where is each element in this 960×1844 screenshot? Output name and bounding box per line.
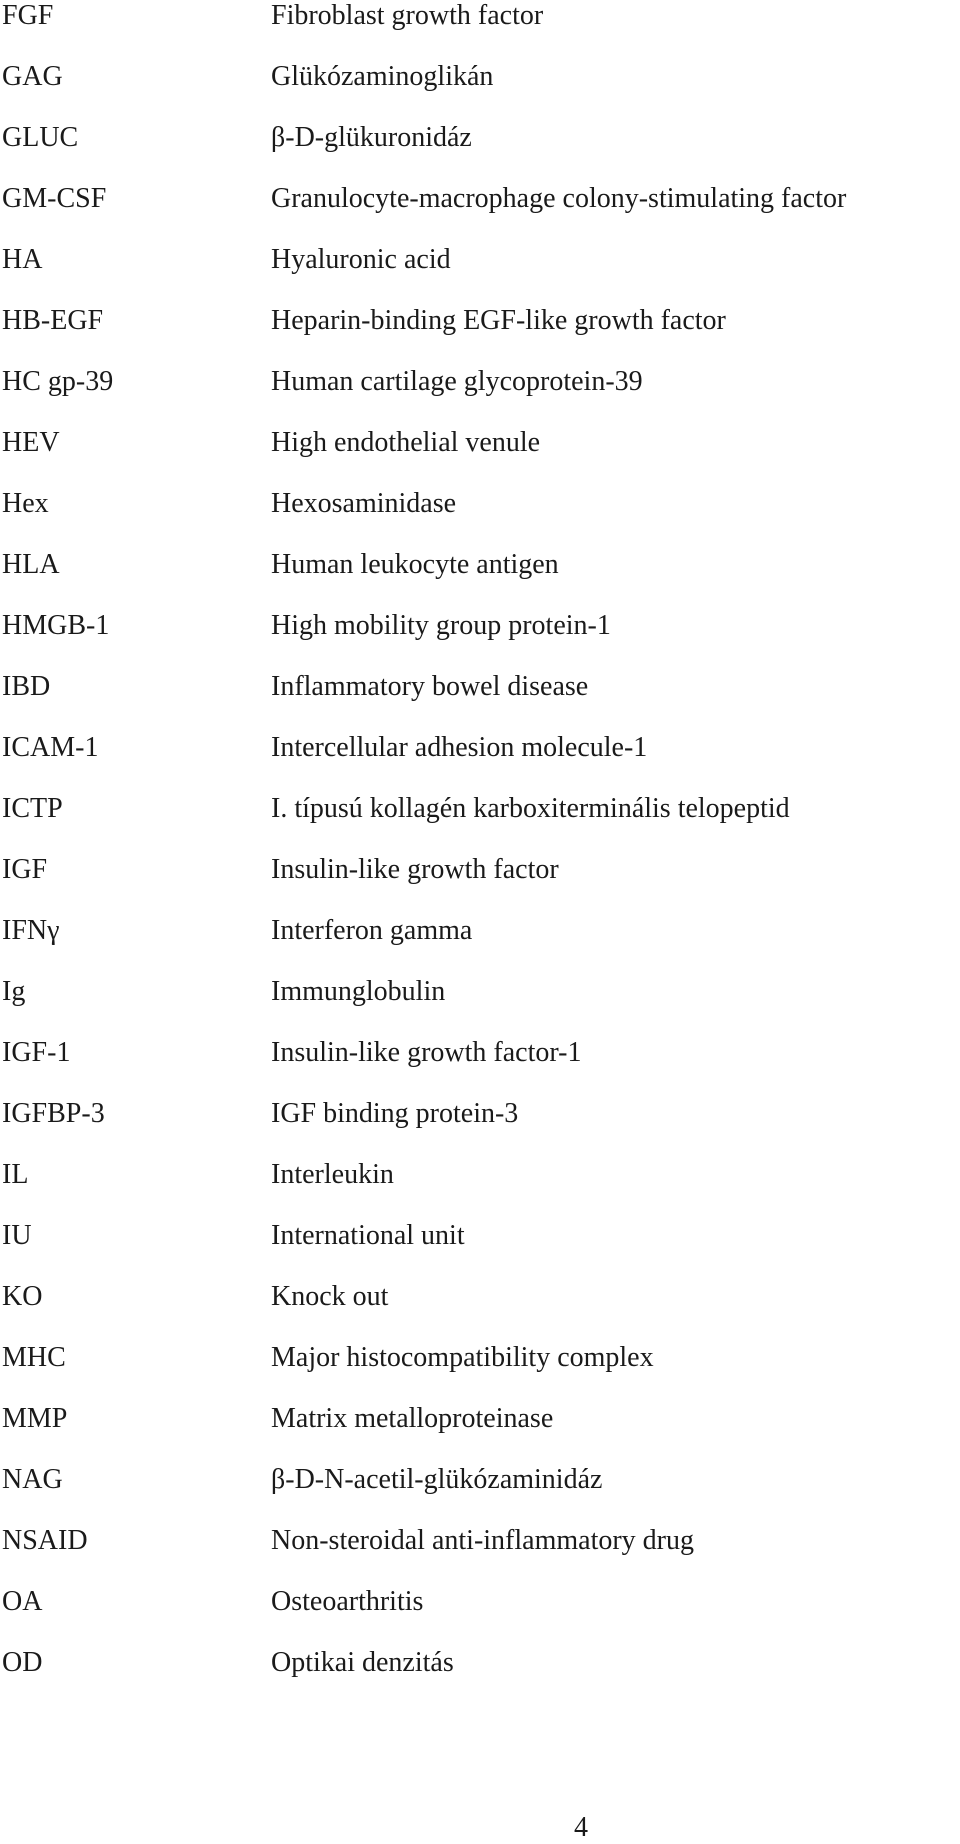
abbreviation-row bbox=[0, 732, 960, 793]
abbreviation-row bbox=[0, 1098, 960, 1159]
abbreviation-row bbox=[0, 427, 960, 488]
abbreviation-row bbox=[0, 1464, 960, 1525]
abbreviation-row bbox=[0, 1586, 960, 1647]
abbreviation-row bbox=[0, 1037, 960, 1098]
abbreviation-term: HLA bbox=[2, 549, 60, 580]
abbreviation-definition: Inflammatory bowel disease bbox=[271, 671, 589, 702]
abbreviation-row bbox=[0, 1220, 960, 1281]
abbreviation-term: HEV bbox=[2, 427, 60, 458]
page-number: 4 bbox=[574, 1812, 588, 1843]
abbreviation-definition: Osteoarthritis bbox=[271, 1586, 424, 1617]
abbreviation-definition: Major histocompatibility complex bbox=[271, 1342, 654, 1373]
abbreviation-term: OD bbox=[2, 1647, 43, 1678]
abbreviation-row bbox=[0, 305, 960, 366]
abbreviation-definition: Intercellular adhesion molecule-1 bbox=[271, 732, 648, 763]
abbreviation-term: HC gp-39 bbox=[2, 366, 114, 397]
abbreviation-definition: Interleukin bbox=[271, 1159, 394, 1190]
abbreviation-definition: Human leukocyte antigen bbox=[271, 549, 559, 580]
abbreviation-term: KO bbox=[2, 1281, 43, 1312]
abbreviation-row bbox=[0, 1525, 960, 1586]
abbreviation-term: GAG bbox=[2, 61, 63, 92]
abbreviation-definition: Hyaluronic acid bbox=[271, 244, 451, 275]
abbreviation-definition: Immunglobulin bbox=[271, 976, 446, 1007]
abbreviation-definition: Knock out bbox=[271, 1281, 389, 1312]
abbreviation-row bbox=[0, 976, 960, 1037]
abbreviation-term: IGF bbox=[2, 854, 48, 885]
abbreviation-definition: I. típusú kollagén karboxiterminális telopeptid bbox=[271, 793, 790, 824]
abbreviation-row bbox=[0, 366, 960, 427]
abbreviation-term: MHC bbox=[2, 1342, 66, 1373]
abbreviation-term: GM-CSF bbox=[2, 183, 107, 214]
abbreviation-row bbox=[0, 1403, 960, 1464]
abbreviation-term: IFNγ bbox=[2, 915, 60, 946]
abbreviation-row bbox=[0, 854, 960, 915]
abbreviation-term: NAG bbox=[2, 1464, 63, 1495]
abbreviation-definition: Non-steroidal anti-inflammatory drug bbox=[271, 1525, 694, 1556]
abbreviation-definition: Insulin-like growth factor-1 bbox=[271, 1037, 582, 1068]
abbreviation-definition: Fibroblast growth factor bbox=[271, 0, 544, 31]
abbreviation-definition: IGF binding protein-3 bbox=[271, 1098, 519, 1129]
abbreviation-term: OA bbox=[2, 1586, 43, 1617]
abbreviation-term: IU bbox=[2, 1220, 32, 1251]
abbreviation-definition: Interferon gamma bbox=[271, 915, 473, 946]
abbreviation-definition: Matrix metalloproteinase bbox=[271, 1403, 554, 1434]
abbreviation-row bbox=[0, 488, 960, 549]
abbreviation-term: Hex bbox=[2, 488, 49, 519]
abbreviation-term: ICAM-1 bbox=[2, 732, 99, 763]
abbreviation-row bbox=[0, 1342, 960, 1403]
abbreviation-definition: Insulin-like growth factor bbox=[271, 854, 559, 885]
abbreviation-term: ICTP bbox=[2, 793, 63, 824]
abbreviation-row bbox=[0, 122, 960, 183]
abbreviation-term: MMP bbox=[2, 1403, 68, 1434]
abbreviation-term: HA bbox=[2, 244, 43, 275]
abbreviation-term: IGF-1 bbox=[2, 1037, 71, 1068]
abbreviation-term: FGF bbox=[2, 0, 54, 31]
abbreviation-term: GLUC bbox=[2, 122, 79, 153]
abbreviation-definition: International unit bbox=[271, 1220, 465, 1251]
abbreviation-row bbox=[0, 61, 960, 122]
abbreviation-definition: Heparin-binding EGF-like growth factor bbox=[271, 305, 726, 336]
abbreviation-row bbox=[0, 549, 960, 610]
abbreviation-row bbox=[0, 183, 960, 244]
abbreviation-row bbox=[0, 793, 960, 854]
abbreviation-definition: Glükózaminoglikán bbox=[271, 61, 494, 92]
abbreviation-definition: High endothelial venule bbox=[271, 427, 541, 458]
abbreviation-row bbox=[0, 1647, 960, 1708]
abbreviation-row bbox=[0, 244, 960, 305]
abbreviation-row bbox=[0, 610, 960, 671]
abbreviation-definition: Granulocyte-macrophage colony-stimulating factor bbox=[271, 183, 847, 214]
abbreviation-definition: Human cartilage glycoprotein-39 bbox=[271, 366, 643, 397]
abbreviation-term: NSAID bbox=[2, 1525, 88, 1556]
abbreviation-term: IBD bbox=[2, 671, 51, 702]
abbreviation-row bbox=[0, 1281, 960, 1342]
abbreviation-term: Ig bbox=[2, 976, 26, 1007]
abbreviation-definition: Hexosaminidase bbox=[271, 488, 457, 519]
abbreviation-row bbox=[0, 1159, 960, 1220]
abbreviation-row bbox=[0, 0, 960, 61]
abbreviation-term: HMGB-1 bbox=[2, 610, 110, 641]
abbreviation-term: HB-EGF bbox=[2, 305, 104, 336]
abbreviation-definition: Optikai denzitás bbox=[271, 1647, 454, 1678]
abbreviation-definition: β-D-glükuronidáz bbox=[271, 122, 472, 153]
abbreviation-row bbox=[0, 915, 960, 976]
abbreviation-definition: High mobility group protein-1 bbox=[271, 610, 611, 641]
abbreviation-definition: β-D-N-acetil-glükózaminidáz bbox=[271, 1464, 603, 1495]
abbreviation-term: IL bbox=[2, 1159, 29, 1190]
abbreviation-row bbox=[0, 671, 960, 732]
abbreviation-term: IGFBP-3 bbox=[2, 1098, 105, 1129]
